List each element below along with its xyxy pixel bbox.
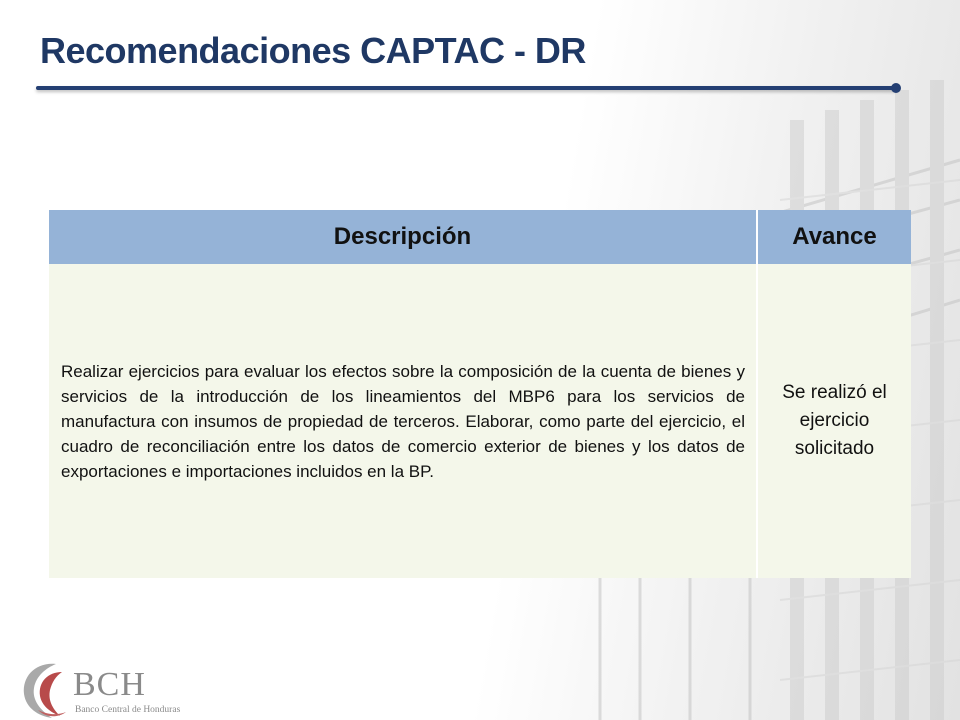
description-text: Realizar ejercicios para evaluar los efectos sobre la composición de la cuenta de bienes y servicios de la introducción de los lineamientos del MBP6 para los servicios de manufactura con insumos de propiedad de terceros. Elaborar, como parte del ejercicio, el cuadro de reconciliación entre los datos de comercio exterior de bienes y los datos de exportaciones e importaciones incluidos en la BP.: [61, 361, 745, 481]
logo-abbreviation: BCH: [73, 666, 146, 703]
description-cell: [49, 264, 757, 578]
title-underline-dot: [891, 83, 901, 93]
progress-cell: [757, 264, 911, 578]
header-description: Descripción: [49, 210, 757, 264]
title-underline: [36, 86, 896, 90]
page-title: Recomendaciones CAPTAC - DR: [40, 30, 586, 71]
bch-emblem-icon: [18, 658, 78, 720]
recommendations-table: [49, 210, 911, 578]
bch-logo: [18, 658, 218, 720]
logo-bank-name: Banco Central de Honduras: [75, 705, 181, 715]
table-row: [49, 264, 911, 578]
table-header-row: [49, 210, 911, 264]
progress-text: Se realizó el ejercicio solicitado: [782, 382, 887, 459]
header-progress: Avance: [757, 210, 911, 264]
